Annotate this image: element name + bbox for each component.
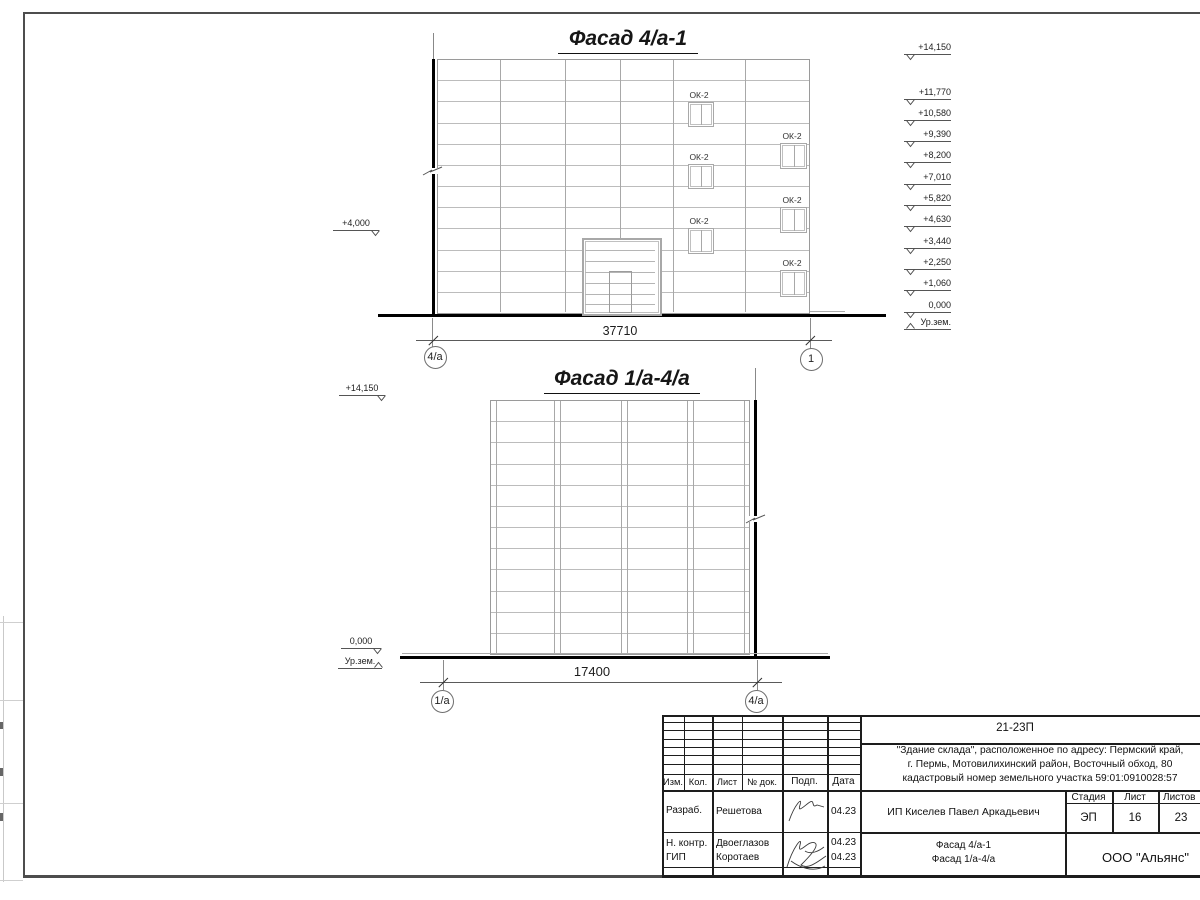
wicket-door — [609, 271, 632, 313]
window-mullion — [701, 230, 702, 252]
elevation-mark: +2,250 — [904, 257, 951, 270]
facade1-title: Фасад 4/а-1 — [558, 27, 698, 54]
sheet-label: Лист — [1124, 792, 1146, 803]
staff-date: 04.23 — [830, 837, 857, 848]
company-name: ООО "Альянс" — [1102, 850, 1189, 865]
title-block-rule — [860, 832, 1200, 834]
col-data: Дата — [832, 776, 855, 787]
elevation-mark: 0,000 — [904, 300, 951, 313]
staff-name: Коротаев — [716, 852, 760, 863]
elevation-mark: 0,000 — [341, 636, 381, 649]
elevation-mark: +9,390 — [904, 129, 951, 142]
sheet-number: 16 — [1128, 812, 1142, 824]
axis-bubble: 4/а — [424, 346, 447, 369]
staff-name: Двоеглазов — [716, 838, 770, 849]
col-izm: Изм. — [663, 777, 683, 787]
title-block-rule — [1065, 803, 1200, 804]
staff-role: ГИП — [666, 852, 686, 863]
elevation-mark: +10,580 — [904, 108, 951, 121]
axis-bubble: 4/а — [745, 690, 768, 713]
window-ok2 — [688, 228, 714, 254]
col-podp: Подп. — [791, 776, 818, 787]
stage-label: Стадия — [1071, 792, 1106, 803]
window-mullion — [701, 166, 702, 187]
window-label: ОК-2 — [782, 258, 802, 268]
axis-bubble: 1/а — [431, 690, 454, 713]
title-block-rule — [662, 739, 860, 740]
dimension-value: 37710 — [602, 324, 638, 338]
window-mullion — [794, 209, 795, 231]
staff-role: Н. контр. — [666, 838, 708, 849]
window-ok2 — [780, 270, 807, 297]
sheet-title-line2: Фасад 1/а-4/а — [931, 854, 996, 865]
sheets-total: 23 — [1174, 812, 1188, 824]
window-ok2 — [688, 164, 714, 189]
title-block-rule — [662, 875, 1200, 878]
title-block-rule — [662, 774, 860, 776]
staff-date: 04.23 — [830, 806, 857, 817]
elevation-mark: +4,000 — [333, 218, 379, 231]
window-ok2 — [780, 143, 807, 169]
elevation-mark: +14,150 — [904, 42, 951, 55]
window-label: ОК-2 — [782, 131, 802, 141]
sheets-label: Листов — [1163, 792, 1196, 803]
staff-date: 04.23 — [830, 852, 857, 863]
signature — [786, 794, 828, 828]
elevation-mark: +4,630 — [904, 214, 951, 227]
elevation-mark: +5,820 — [904, 193, 951, 206]
doc-code: 21-23П — [996, 722, 1034, 734]
project-address-line1: "Здание склада", расположенное по адресу: Пермский край, — [896, 745, 1184, 756]
window-mullion — [794, 145, 795, 167]
window-label: ОК-2 — [689, 152, 709, 162]
elevation-mark: +3,440 — [904, 236, 951, 249]
window-ok2 — [688, 102, 714, 127]
window-mullion — [701, 104, 702, 125]
window-label: ОК-2 — [689, 216, 709, 226]
stage-value: ЭП — [1080, 812, 1097, 824]
elevation-mark: +1,060 — [904, 278, 951, 291]
project-address-line2: г. Пермь, Мотовилихинский район, Восточный обход, 80 — [907, 759, 1173, 770]
elevation-mark: +8,200 — [904, 150, 951, 163]
ground-level-mark: Ур.зем. — [338, 656, 382, 669]
sheet-title-line1: Фасад 4/а-1 — [935, 840, 992, 851]
dimension-value: 17400 — [573, 664, 611, 679]
signature — [781, 831, 833, 877]
client-name: ИП Киселев Павел Аркадьевич — [887, 806, 1040, 818]
window-ok2 — [780, 207, 807, 233]
col-doc: № док. — [747, 777, 777, 787]
title-block-rule — [662, 730, 860, 731]
project-address-line3: кадастровый номер земельного участка 59:01:0910028:57 — [902, 773, 1178, 784]
staff-role: Разраб. — [666, 805, 703, 816]
elevation-mark: +11,770 — [904, 87, 951, 100]
col-kol: Кол. — [688, 777, 708, 787]
staff-name: Решетова — [716, 806, 762, 817]
window-label: ОК-2 — [689, 90, 709, 100]
gate-slat — [585, 261, 655, 262]
window-label: ОК-2 — [782, 195, 802, 205]
elevation-mark: +7,010 — [904, 172, 951, 185]
col-list: Лист — [716, 777, 738, 787]
title-block-rule — [662, 747, 860, 748]
elevation-mark: +14,150 — [339, 383, 385, 396]
facade2-title: Фасад 1/а-4/а — [544, 367, 700, 394]
gate-slat — [585, 250, 655, 251]
window-mullion — [794, 272, 795, 295]
ground-level-mark: Ур.зем. — [904, 317, 951, 330]
title-block-rule — [662, 722, 860, 723]
title-block-rule — [662, 764, 860, 765]
title-block-rule — [662, 755, 860, 756]
axis-bubble: 1 — [800, 348, 823, 371]
